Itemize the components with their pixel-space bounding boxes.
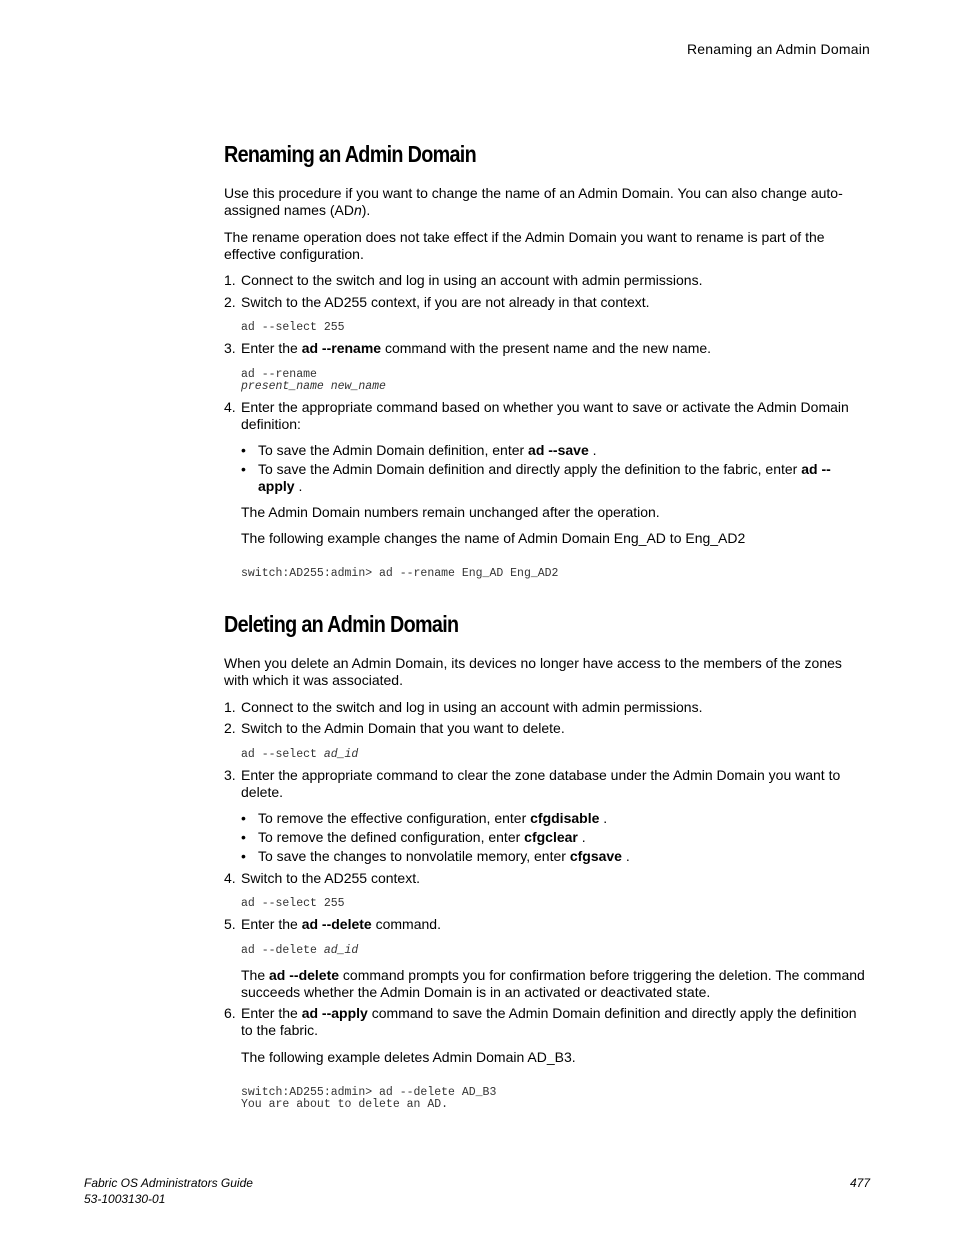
deleting-step-5 bbox=[241, 916, 866, 933]
bullet-text-end: . bbox=[294, 478, 303, 494]
code-rename-example: switch:AD255:admin> ad --rename Eng_AD Eng_AD2 bbox=[241, 567, 559, 580]
renaming-step-4: Enter the appropriate command based on whether you want to save or activate the Admin Domain definition: bbox=[241, 399, 849, 432]
command-name: cfgdisable bbox=[530, 810, 600, 826]
code-select-adid bbox=[241, 749, 358, 761]
code-line: ad --rename bbox=[241, 368, 317, 381]
step-number: 3. bbox=[224, 767, 236, 783]
command-name: ad --save bbox=[528, 442, 589, 458]
renaming-intro-2: The rename operation does not take effect if the Admin Domain you want to rename is part of the effective configuration. bbox=[224, 229, 825, 262]
deleting-step-6 bbox=[241, 1005, 866, 1039]
code-line: switch:AD255:admin> ad --delete AD_B3 bbox=[241, 1086, 497, 1099]
step-number: 3. bbox=[224, 340, 236, 356]
code-delete-example bbox=[241, 1087, 496, 1111]
intro-variable: n bbox=[353, 202, 362, 218]
code-argument: ad_id bbox=[323, 748, 359, 761]
step-number: 2. bbox=[224, 720, 236, 736]
bullet-text-end: . bbox=[621, 848, 630, 864]
deleting-note-2: The following example deletes Admin Domain AD_B3. bbox=[241, 1049, 576, 1065]
step-number: 1. bbox=[224, 272, 236, 288]
bullet-text-end: . bbox=[599, 810, 608, 826]
deleting-step-3: Enter the appropriate command to clear the zone database under the Admin Domain you want to delete. bbox=[241, 767, 841, 800]
renaming-bullet-apply bbox=[258, 461, 838, 495]
note-text: command prompts you for confirmation before triggering the deletion. The command succeeds whether the Admin Domain is in an activated or deactivated state. bbox=[241, 967, 865, 1000]
code-select-255: ad --select 255 bbox=[241, 321, 345, 334]
step-number: 4. bbox=[224, 870, 236, 886]
bullet-text: To remove the effective configuration, enter bbox=[258, 810, 531, 826]
deleting-bullet-cfgclear bbox=[258, 829, 858, 846]
code-line: You are about to delete an AD. bbox=[241, 1098, 449, 1111]
intro-text-end: ). bbox=[361, 202, 371, 218]
command-name: ad --apply bbox=[258, 461, 831, 494]
step-number: 5. bbox=[224, 916, 236, 932]
renaming-note-2: The following example changes the name of Admin Domain Eng_AD to Eng_AD2 bbox=[241, 530, 746, 546]
step-number: 2. bbox=[224, 294, 236, 310]
command-name: cfgclear bbox=[524, 829, 578, 845]
note-text: The bbox=[241, 967, 270, 983]
step-text: Enter the bbox=[241, 1005, 302, 1021]
command-name: ad --apply bbox=[301, 1005, 368, 1021]
footer-doc-info bbox=[84, 1175, 253, 1207]
section-title-deleting: Deleting an Admin Domain bbox=[224, 611, 459, 637]
deleting-bullet-cfgsave bbox=[258, 848, 858, 865]
step-text: command. bbox=[371, 916, 441, 932]
footer-page-number: 477 bbox=[849, 1176, 870, 1190]
step-text: command with the present name and the new name. bbox=[381, 340, 712, 356]
step-number: 1. bbox=[224, 699, 236, 715]
code-argument: ad_id bbox=[323, 944, 359, 957]
code-delete-adid bbox=[241, 945, 358, 957]
code-line: ad --delete bbox=[241, 944, 324, 957]
step-number: 4. bbox=[224, 399, 236, 415]
bullet-icon: • bbox=[241, 442, 246, 458]
code-rename bbox=[241, 369, 386, 393]
step-text: Enter the bbox=[241, 916, 302, 932]
deleting-step-2: Switch to the Admin Domain that you want to delete. bbox=[241, 720, 565, 736]
deleting-bullet-cfgdisable bbox=[258, 810, 858, 827]
bullet-icon: • bbox=[241, 848, 246, 864]
bullet-text: To save the Admin Domain definition and directly apply the definition to the fabric, enter bbox=[258, 461, 802, 477]
command-name: cfgsave bbox=[569, 848, 622, 864]
renaming-intro-1 bbox=[224, 185, 864, 219]
bullet-icon: • bbox=[241, 810, 246, 826]
intro-text: Use this procedure if you want to change the name of an Admin Domain. You can also change auto-assigned names (AD bbox=[224, 185, 843, 218]
step-number: 6. bbox=[224, 1005, 236, 1021]
deleting-step-4: Switch to the AD255 context. bbox=[241, 870, 420, 886]
bullet-text: To remove the defined configuration, enter bbox=[258, 829, 525, 845]
renaming-step-1: Connect to the switch and log in using an account with admin permissions. bbox=[241, 272, 703, 288]
renaming-step-3 bbox=[241, 340, 866, 357]
command-name: ad --rename bbox=[301, 340, 382, 356]
section-title-renaming: Renaming an Admin Domain bbox=[224, 141, 477, 167]
deleting-note-1 bbox=[241, 967, 866, 1001]
footer-doc-title: Fabric OS Administrators Guide bbox=[84, 1176, 253, 1190]
footer-doc-number: 53-1003130-01 bbox=[84, 1192, 166, 1206]
bullet-icon: • bbox=[241, 829, 246, 845]
code-line: ad --select bbox=[241, 748, 324, 761]
renaming-note-1: The Admin Domain numbers remain unchanged after the operation. bbox=[241, 504, 660, 520]
bullet-text-end: . bbox=[588, 442, 597, 458]
running-header: Renaming an Admin Domain bbox=[686, 41, 870, 57]
command-name: ad --delete bbox=[301, 916, 372, 932]
step-text: command to save the Admin Domain definition and directly apply the definition to the fabric. bbox=[241, 1005, 857, 1038]
command-name: ad --delete bbox=[269, 967, 340, 983]
bullet-text-end: . bbox=[577, 829, 586, 845]
code-select-255: ad --select 255 bbox=[241, 897, 345, 910]
renaming-step-2: Switch to the AD255 context, if you are not already in that context. bbox=[241, 294, 650, 310]
bullet-icon: • bbox=[241, 461, 246, 477]
deleting-intro: When you delete an Admin Domain, its devices no longer have access to the members of the zones with which it was associated. bbox=[224, 655, 842, 688]
bullet-text: To save the changes to nonvolatile memory, enter bbox=[258, 848, 570, 864]
code-arguments: present_name new_name bbox=[241, 380, 386, 393]
bullet-text: To save the Admin Domain definition, enter bbox=[258, 442, 529, 458]
renaming-bullet-save bbox=[258, 442, 858, 459]
deleting-step-1: Connect to the switch and log in using an account with admin permissions. bbox=[241, 699, 703, 715]
step-text: Enter the bbox=[241, 340, 302, 356]
